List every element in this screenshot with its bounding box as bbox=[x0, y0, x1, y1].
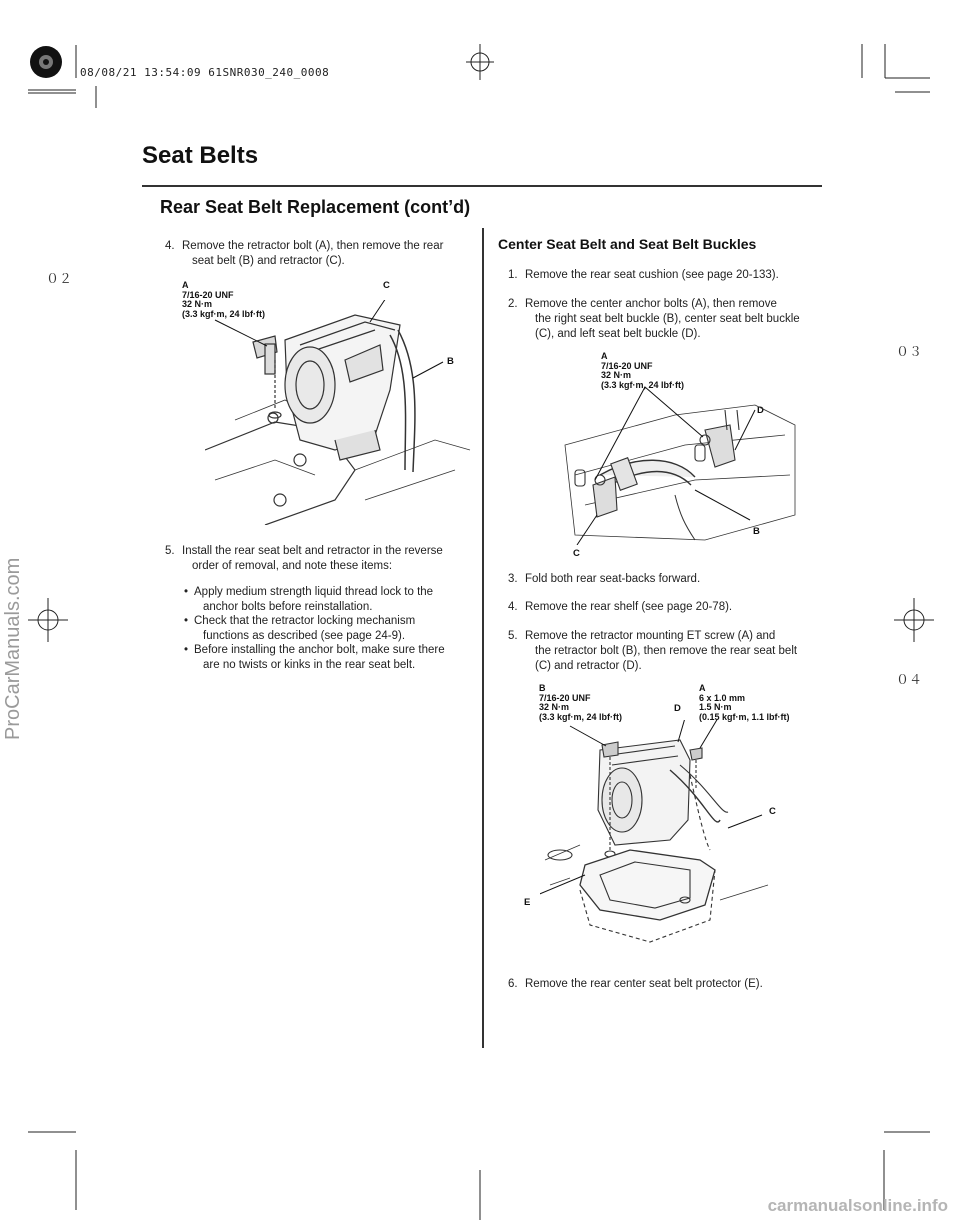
fig2-label-b: B bbox=[753, 526, 760, 537]
print-stamp: 08/08/21 13:54:09 61SNR030_240_0008 bbox=[80, 66, 330, 79]
center-belt-heading: Center Seat Belt and Seat Belt Buckles bbox=[498, 236, 757, 252]
column-divider bbox=[482, 228, 484, 1048]
fig1-label-b: B bbox=[447, 356, 454, 367]
fig1-retractor-illustration bbox=[205, 300, 475, 525]
bottom-watermark: carmanualsonline.info bbox=[767, 1196, 948, 1215]
margin-mark-02: ０２ bbox=[46, 272, 73, 287]
margin-mark-03: ０３ bbox=[896, 345, 923, 360]
page-title: Seat Belts bbox=[142, 142, 259, 169]
side-watermark: ProCarManuals.com bbox=[2, 557, 24, 740]
fig3-callout-a: A 6 x 1.0 mm 1.5 N·m (0.15 kgf·m, 1.1 lbf·ft) bbox=[699, 683, 790, 722]
fig2-callout-a: A 7/16-20 UNF 32 N·m (3.3 kgf·m, 24 lbf·ft) bbox=[601, 351, 685, 390]
fig2-buckles-illustration bbox=[555, 385, 805, 545]
fig1-callout-a: A 7/16-20 UNF 32 N·m (3.3 kgf·m, 24 lbf·ft) bbox=[182, 280, 266, 319]
title-rule bbox=[142, 185, 822, 187]
fig3-retractor-protector-illustration bbox=[540, 720, 770, 950]
fig2-label-d: D bbox=[757, 405, 764, 416]
fig3-label-e: E bbox=[524, 897, 531, 908]
fig2-label-c: C bbox=[573, 548, 580, 559]
section-title: Rear Seat Belt Replacement (cont’d) bbox=[160, 197, 471, 217]
fig3-callout-b: B 7/16-20 UNF 32 N·m (3.3 kgf·m, 24 lbf·ft) bbox=[539, 683, 623, 722]
side-target-right bbox=[884, 590, 944, 650]
fig3-label-d: D bbox=[674, 703, 681, 714]
side-target-left bbox=[18, 590, 78, 650]
crop-marks-top bbox=[0, 0, 960, 120]
fig1-label-c: C bbox=[383, 280, 390, 291]
margin-mark-04: ０４ bbox=[896, 673, 923, 688]
fig3-label-c: C bbox=[769, 806, 776, 817]
